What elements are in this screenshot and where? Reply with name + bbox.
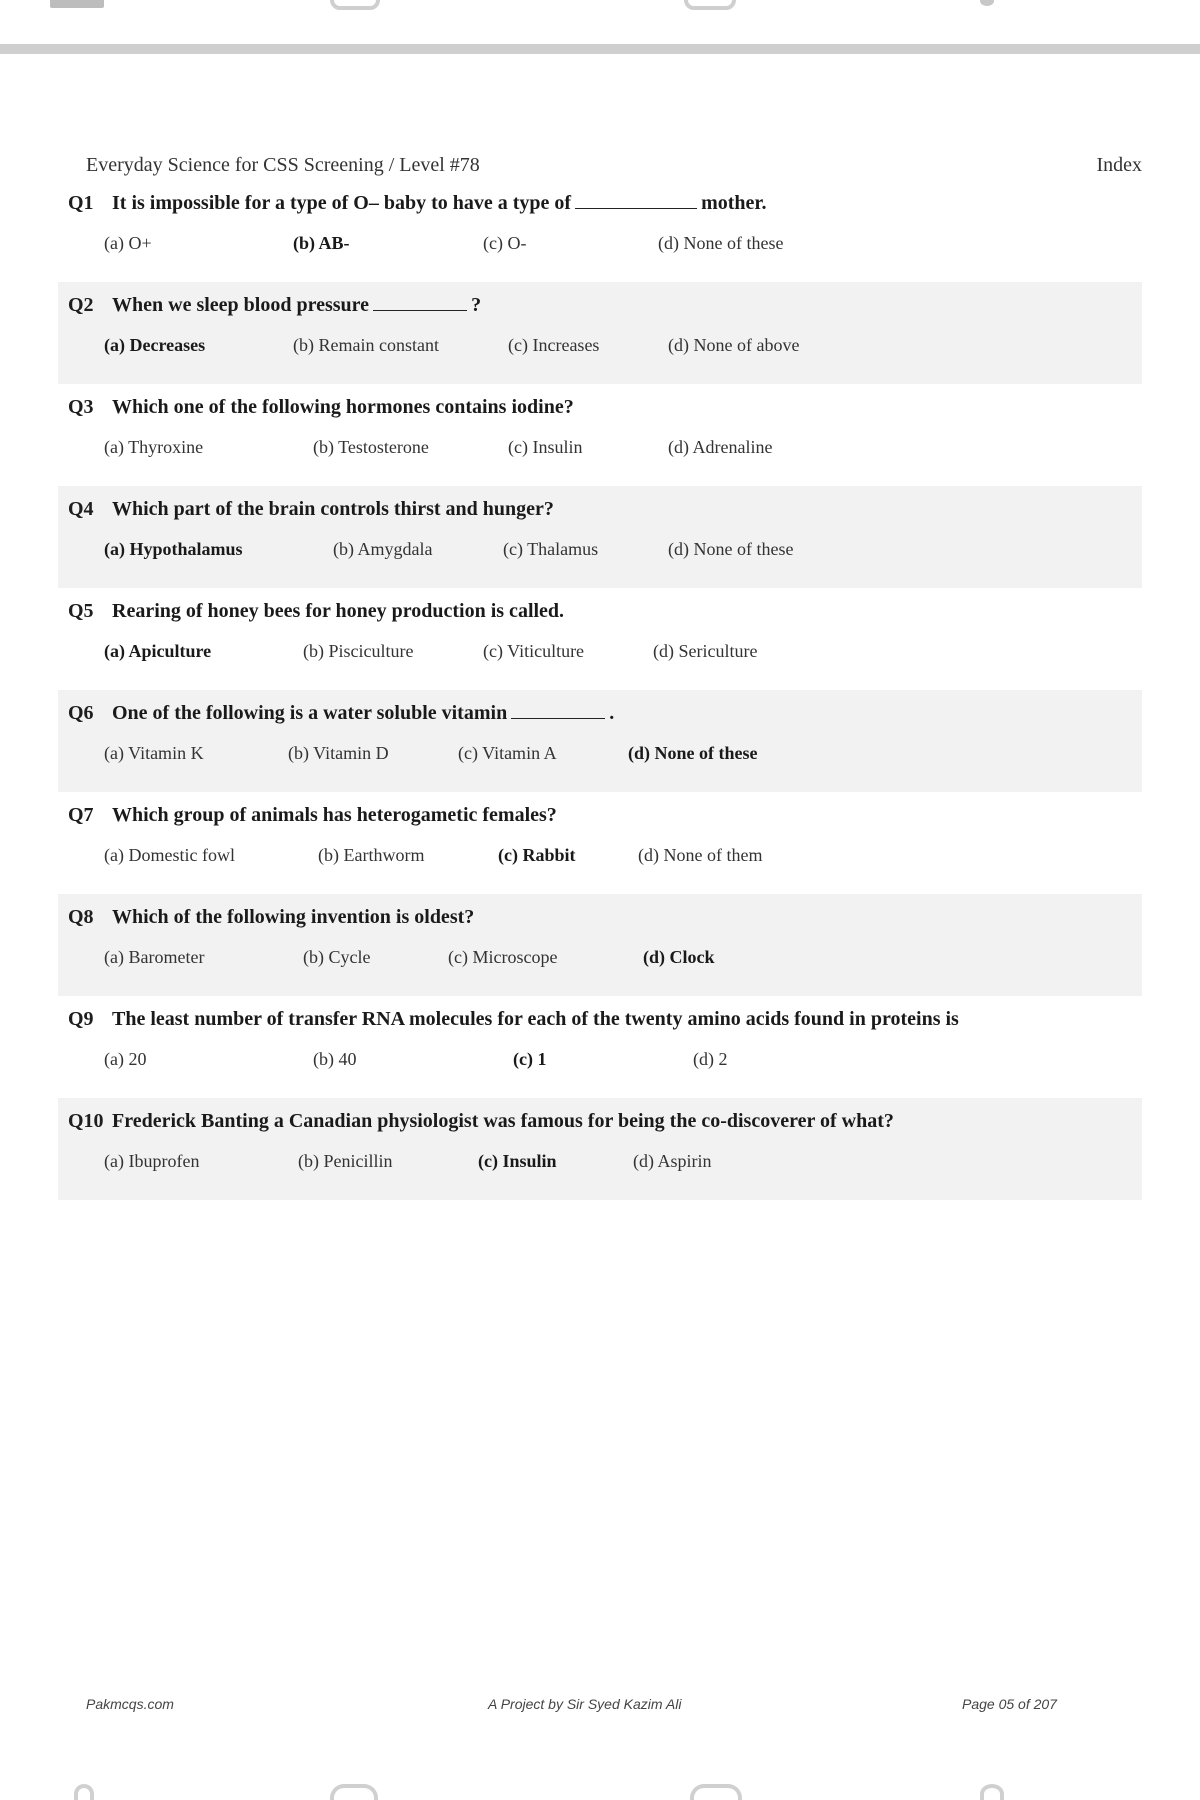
answer-option: (d) Sericulture <box>653 641 758 661</box>
answer-option: (b) Pisciculture <box>303 641 414 661</box>
footer-website: Pakmcqs.com <box>86 1696 174 1712</box>
question-text: Rearing of honey bees for honey production is called. <box>112 600 565 622</box>
home-icon[interactable] <box>330 0 380 10</box>
question-item <box>58 384 1142 486</box>
answer-option: (a) Vitamin K <box>104 743 204 763</box>
answer-option: (b) AB- <box>293 233 350 253</box>
question-text: The least number of transfer RNA molecules for each of the twenty amino acids found in proteins is <box>112 1008 959 1030</box>
question-text: Which group of animals has heterogametic females? <box>112 804 557 826</box>
question-number: Q4 <box>68 498 94 520</box>
answer-option: (a) Barometer <box>104 947 205 967</box>
answer-option: (d) None of these <box>668 539 794 559</box>
answer-option: (c) Vitamin A <box>458 743 557 763</box>
tabs-icon[interactable] <box>684 0 736 10</box>
question-number: Q8 <box>68 906 94 928</box>
answer-option: (c) Insulin <box>508 437 583 457</box>
question-suffix: mother. <box>701 192 767 214</box>
answer-blank <box>511 702 605 719</box>
answer-option: (b) Cycle <box>303 947 371 967</box>
answer-options <box>68 845 1128 875</box>
answer-option: (a) Domestic fowl <box>104 845 235 865</box>
question-text: It is impossible for a type of O– baby to have a type of <box>112 192 572 214</box>
question-item <box>58 792 1142 894</box>
answer-option: (c) Increases <box>508 335 600 355</box>
page-title: Everyday Science for CSS Screening / Level #78 <box>86 154 480 176</box>
footer-page-number: Page 05 of 207 <box>962 1696 1057 1712</box>
answer-option: (b) Earthworm <box>318 845 425 865</box>
page-header <box>58 140 1142 180</box>
answer-options <box>68 437 1128 467</box>
question-line <box>68 1110 1128 1133</box>
question-number: Q5 <box>68 600 94 622</box>
question-number: Q7 <box>68 804 94 826</box>
question-text: Frederick Banting a Canadian physiologist was famous for being the co-discoverer of what? <box>112 1110 894 1132</box>
answer-options <box>68 233 1128 263</box>
question-number: Q9 <box>68 1008 94 1030</box>
answer-options <box>68 641 1128 671</box>
answer-options <box>68 335 1128 365</box>
answer-option: (c) Insulin <box>478 1151 557 1171</box>
answer-option: (d) None of these <box>628 743 758 763</box>
question-text: When we sleep blood pressure <box>112 294 370 316</box>
answer-option: (c) Viticulture <box>483 641 585 661</box>
question-number: Q3 <box>68 396 94 418</box>
question-item <box>58 282 1142 384</box>
answer-option: (a) Ibuprofen <box>104 1151 200 1171</box>
answer-blank <box>575 192 697 209</box>
document-page <box>58 140 1142 1200</box>
question-line <box>68 498 1128 521</box>
question-item <box>58 894 1142 996</box>
question-item <box>58 486 1142 588</box>
answer-option: (d) None of above <box>668 335 800 355</box>
question-line <box>68 396 1128 419</box>
answer-option: (d) Adrenaline <box>668 437 773 457</box>
answer-option: (b) Penicillin <box>298 1151 393 1171</box>
index-link[interactable]: Index <box>1096 154 1142 176</box>
library-icon[interactable] <box>690 1784 742 1800</box>
back-icon[interactable] <box>980 0 994 6</box>
question-list <box>58 180 1142 1200</box>
answer-option: (b) Vitamin D <box>288 743 389 763</box>
question-item <box>58 996 1142 1098</box>
answer-option: (b) Remain constant <box>293 335 439 355</box>
answer-option: (d) 2 <box>693 1049 728 1069</box>
question-line <box>68 804 1128 827</box>
profile-icon[interactable] <box>980 1784 1004 1800</box>
question-text: Which one of the following hormones contains iodine? <box>112 396 574 418</box>
viewer-bottom-bar <box>0 1780 1200 1800</box>
menu-icon[interactable] <box>50 0 104 8</box>
question-line <box>68 294 1128 317</box>
question-line <box>68 702 1128 725</box>
question-item <box>58 588 1142 690</box>
question-line <box>68 192 1128 215</box>
answer-option: (a) 20 <box>104 1049 147 1069</box>
answer-option: (d) None of them <box>638 845 763 865</box>
answer-option: (b) Testosterone <box>313 437 429 457</box>
answer-option: (a) Apiculture <box>104 641 212 661</box>
answer-options <box>68 1151 1128 1181</box>
answer-option: (c) Rabbit <box>498 845 576 865</box>
top-divider <box>0 44 1200 54</box>
home-icon[interactable] <box>74 1784 94 1800</box>
answer-option: (c) 1 <box>513 1049 547 1069</box>
question-number: Q6 <box>68 702 94 724</box>
question-text: Which of the following invention is oldest? <box>112 906 475 928</box>
answer-option: (d) Clock <box>643 947 715 967</box>
question-text: Which part of the brain controls thirst and hunger? <box>112 498 554 520</box>
question-number: Q10 <box>68 1110 104 1132</box>
search-icon[interactable] <box>330 1784 378 1800</box>
answer-option: (c) Thalamus <box>503 539 599 559</box>
answer-option: (d) Aspirin <box>633 1151 712 1171</box>
answer-blank <box>373 294 467 311</box>
answer-options <box>68 947 1128 977</box>
answer-option: (a) Thyroxine <box>104 437 204 457</box>
answer-option: (c) O- <box>483 233 527 253</box>
answer-options <box>68 539 1128 569</box>
question-text: One of the following is a water soluble vitamin <box>112 702 508 724</box>
question-suffix: . <box>609 702 615 724</box>
question-line <box>68 906 1128 929</box>
footer-credit: A Project by Sir Syed Kazim Ali <box>488 1696 682 1712</box>
question-line <box>68 1008 1128 1031</box>
answer-option: (a) Decreases <box>104 335 206 355</box>
answer-option: (a) Hypothalamus <box>104 539 243 559</box>
answer-option: (a) O+ <box>104 233 152 253</box>
answer-option: (b) Amygdala <box>333 539 433 559</box>
answer-options <box>68 743 1128 773</box>
question-number: Q1 <box>68 192 94 214</box>
answer-option: (b) 40 <box>313 1049 357 1069</box>
answer-options <box>68 1049 1128 1079</box>
question-suffix: ? <box>471 294 482 316</box>
answer-option: (d) None of these <box>658 233 784 253</box>
answer-option: (c) Microscope <box>448 947 558 967</box>
question-number: Q2 <box>68 294 94 316</box>
question-item <box>58 180 1142 282</box>
question-item <box>58 1098 1142 1200</box>
question-line <box>68 600 1128 623</box>
question-item <box>58 690 1142 792</box>
